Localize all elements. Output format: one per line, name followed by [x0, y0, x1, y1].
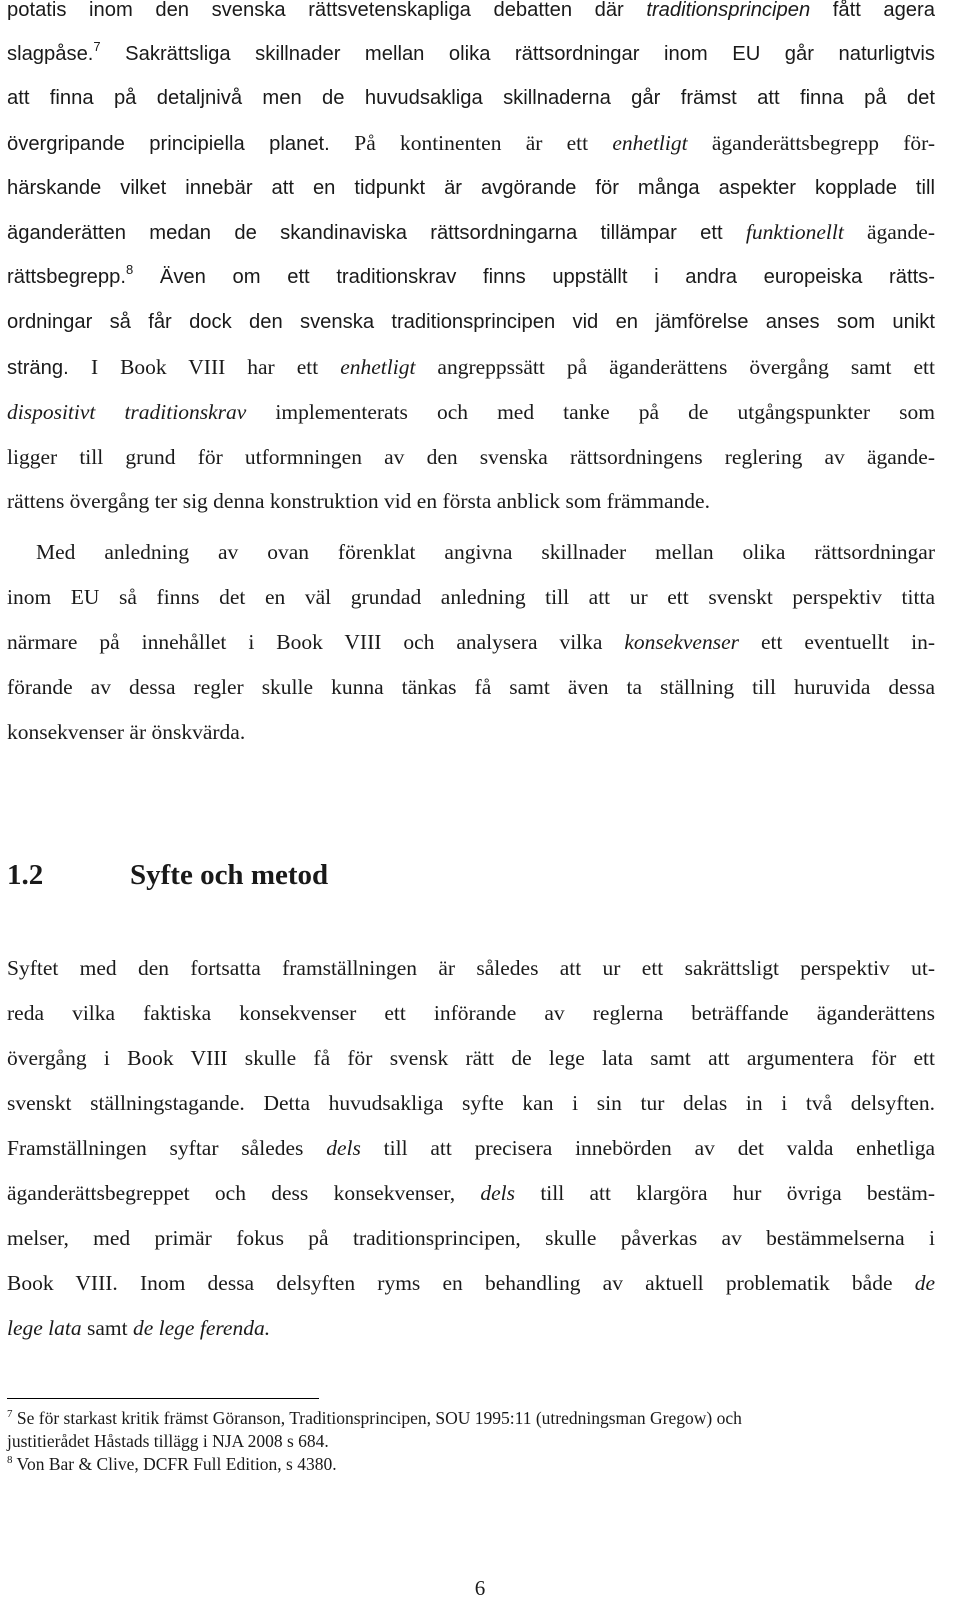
text-run: I Book VIII har ett [90, 355, 341, 379]
footnote-ref: 7 [93, 39, 101, 54]
text-line [7, 263, 935, 291]
text-run: härskande vilket innebär att en tidpunkt är avgörande för många aspekter kopplade till [7, 177, 935, 199]
text-run: till att precisera innebörden av det valda enhetliga [360, 1136, 935, 1160]
text-run: svenskt ställningstagande. Detta huvudsakliga syfte kan i sin tur delas in i två delsyften. [7, 1091, 935, 1115]
footnote-ref: 8 [7, 1454, 13, 1466]
text-run: övergripande principiella planet. [7, 133, 355, 155]
text-line [7, 1430, 935, 1452]
text-line [7, 1134, 935, 1162]
italic-text: traditionsprincipen [646, 0, 811, 21]
text-run: inom EU så finns det en väl grundad anledning till att ur ett svenskt perspektiv titta [7, 585, 935, 609]
italic-text: enhetligt [340, 355, 416, 379]
text-run: äganderätten medan de skandinaviska rättsordningarna tillämpar ett [7, 222, 746, 244]
text-line [36, 538, 935, 566]
text-line [7, 583, 935, 611]
text-run: att finna på detaljnivå men de huvudsakliga skillnaderna går främst att finna på det [7, 87, 935, 109]
italic-text: dels [326, 1136, 361, 1160]
italic-text: dels [480, 1181, 516, 1205]
text-run: sträng. [7, 357, 91, 379]
text-run: Syftet med den fortsatta framställningen är således att ur ett sakrättsligt perspektiv ut- [7, 956, 935, 980]
text-run: närmare på innehållet i Book VIII och analysera vilka [7, 630, 625, 654]
footnote-ref: 7 [7, 1408, 13, 1420]
section-number: 1.2 [7, 859, 44, 891]
text-run: ägande- [843, 220, 935, 244]
footnote-separator [7, 1398, 319, 1399]
text-run: melser, med primär fokus på traditionsprincipen, skulle påverkas av bestämmelserna i [7, 1226, 935, 1250]
text-run: ligger till grund för utformningen av den svenska rättsordningens reglering av ägande- [7, 445, 935, 469]
italic-text: enhetligt [612, 131, 688, 155]
text-line [7, 1224, 935, 1252]
italic-text: dispositivt traditionskrav [7, 400, 247, 424]
text-line [7, 673, 935, 701]
section-title: Syfte och metod [130, 859, 329, 891]
text-run: På kontinenten är ett [354, 131, 613, 155]
text-line [7, 628, 935, 656]
text-run: till att klargöra hur övriga bestäm- [515, 1181, 935, 1205]
text-run: Även om ett traditionskrav finns uppställt i andra europeiska rätts- [133, 266, 935, 288]
text-line [7, 398, 935, 426]
text-line [7, 1179, 935, 1207]
italic-text: konsekvenser [624, 630, 739, 654]
text-run: Med anledning av ovan förenklat angivna skillnader mellan olika rättsordningar [36, 540, 935, 564]
text-run: rättsbegrepp. [7, 266, 126, 288]
text-run: Se för starkast kritik främst Göranson, Traditionsprincipen, SOU 1995:11 (utredningsman Gregow) och [12, 1408, 742, 1428]
text-line [7, 1089, 935, 1117]
italic-text: funktionellt [745, 220, 844, 244]
italic-text: lege lata [7, 1316, 82, 1340]
text-run: justitierådet Håstads tillägg i NJA 2008 s 684. [7, 1431, 329, 1451]
page-number: 6 [474, 1576, 486, 1600]
text-run: ett eventuellt in- [739, 630, 935, 654]
text-line [7, 218, 935, 247]
text-run: angreppssätt på äganderättens övergång samt ett [415, 355, 935, 379]
text-line [7, 84, 935, 112]
text-line [7, 1269, 935, 1297]
text-run: äganderättsbegreppet och dess konsekvenser, [7, 1181, 481, 1205]
text-line [7, 954, 935, 982]
text-run: Sakrättsliga skillnader mellan olika rättsordningar inom EU går naturligtvis [100, 43, 935, 65]
text-run: fått agera [810, 0, 935, 21]
text-run: slagpåse. [7, 43, 94, 65]
text-run: potatis inom den svenska rättsvetenskapliga debatten där [7, 0, 647, 21]
text-line [7, 353, 935, 382]
text-run: implementerats och med tanke på de utgångspunkter som [246, 400, 935, 424]
italic-text: de [914, 1271, 935, 1295]
text-run: samt [81, 1316, 133, 1340]
text-line [7, 40, 935, 68]
text-line [7, 129, 935, 158]
text-line [7, 1314, 935, 1342]
text-line [7, 174, 935, 202]
text-run: rättens övergång ter sig denna konstruktion vid en första anblick som främmande. [7, 489, 710, 513]
text-run: övergång i Book VIII skulle få för svensk rätt de lege lata samt att argumentera för ett [7, 1046, 935, 1070]
text-run: äganderättsbegrepp för- [687, 131, 935, 155]
text-line [7, 1453, 935, 1475]
text-run: Book VIII. Inom dessa delsyften ryms en behandling av aktuell problematik både [7, 1271, 915, 1295]
text-line [7, 0, 935, 24]
text-run: ordningar så får dock den svenska traditionsprincipen vid en jämförelse anses som unikt [7, 311, 935, 333]
text-run: förande av dessa regler skulle kunna tänkas få samt även ta ställning till huruvida dessa [7, 675, 935, 699]
text-run: Von Bar & Clive, DCFR Full Edition, s 4380. [12, 1454, 337, 1474]
text-line [7, 443, 935, 471]
text-line [7, 308, 935, 336]
text-line [7, 1407, 935, 1429]
text-run: Framställningen syftar således [7, 1136, 327, 1160]
text-line [7, 999, 935, 1027]
italic-text: de lege ferenda. [133, 1316, 271, 1340]
text-line [7, 1044, 935, 1072]
text-line [7, 718, 935, 746]
text-run: konsekvenser är önskvärda. [7, 720, 246, 744]
text-run: reda vilka faktiska konsekvenser ett införande av reglerna beträffande äganderättens [7, 1001, 935, 1025]
text-line [7, 487, 935, 515]
footnote-ref: 8 [125, 262, 134, 277]
